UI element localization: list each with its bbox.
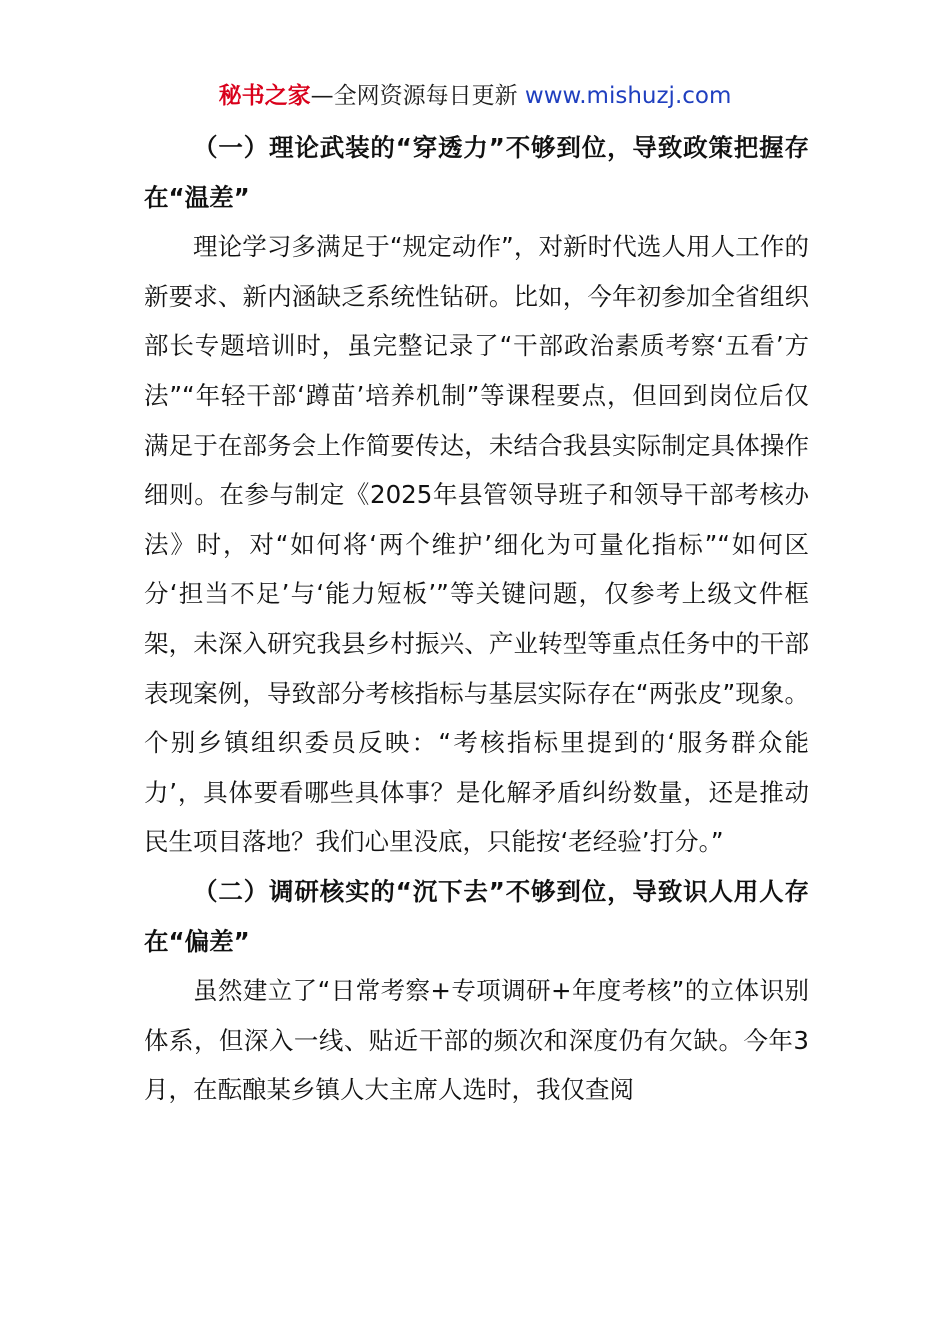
section-paragraph-2: 虽然建立了“日常考察+专项调研+年度考核”的立体识别体系，但深入一线、贴近干部的频次和深度仍有欠缺。今年3月，在酝酿某乡镇人大主席人选时，我仅查阅 bbox=[144, 976, 809, 1105]
section-heading-2: （二）调研核实的“沉下去”不够到位，导致识人用人存在“偏差” bbox=[144, 876, 809, 956]
site-header bbox=[0, 80, 950, 112]
brand-name: 秘书之家 bbox=[218, 83, 311, 109]
section-paragraph-1: 理论学习多满足于“规定动作”，对新时代选人用人工作的新要求、新内涵缺乏系统性钻研。比如，今年初参加全省组织部长专题培训时，虽完整记录了“干部政治素质考察‘五看’方法”“年轻干部‘蹲苗’培养机制”等课程要点，但回到岗位后仅满足于在部务会上作简要传达，未结合我县实际制定具体操作细则。在参与制定《2025年县管领导班子和领导干部考核办法》时，对“如何将‘两个维护’细化为可量化指标”“如何区分‘担当不足’与‘能力短板’”等关键问题，仅参考上级文件框架，未深入研究我县乡村振兴、产业转型等重点任务中的干部表现案例，导致部分考核指标与基层实际存在“两张皮”现象。个别乡镇组织委员反映：“考核指标里提到的‘服务群众能力’，具体要看哪些具体事？是化解矛盾纠纷数量，还是推动民生项目落地？我们心里没底，只能按‘老经验’打分。” bbox=[144, 232, 810, 857]
header-tagline: —全网资源每日更新 bbox=[310, 83, 518, 109]
section-heading-1: （一）理论武装的“穿透力”不够到位，导致政策把握存在“温差” bbox=[144, 133, 809, 212]
document-body bbox=[144, 123, 809, 1115]
website-link[interactable]: www.mishuzj.com bbox=[524, 83, 732, 109]
